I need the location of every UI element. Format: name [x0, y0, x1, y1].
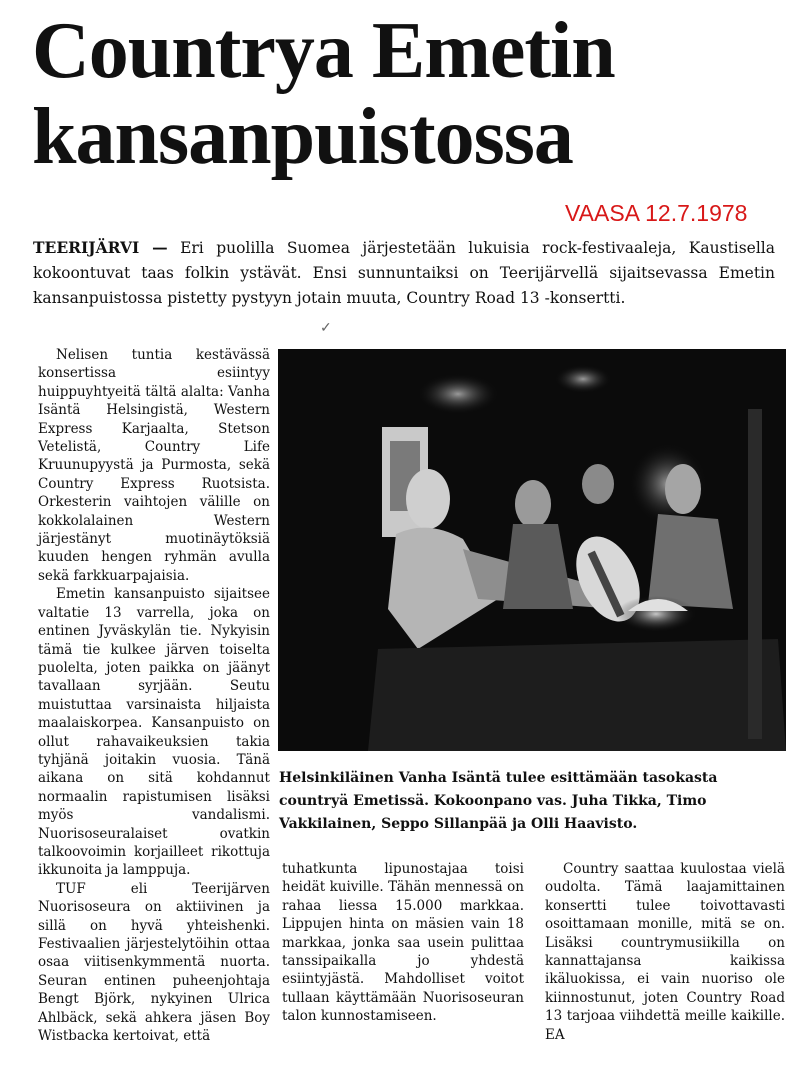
body-paragraph: Emetin kansanpuisto sijaitsee valtatie 13 varrella, joka on entinen Jyväskylän tie. Nykyisin tämä tie kulkee järven toiselta puolelta, joten paikka on jäänyt tavallaan syrjään. Seutu muistuttaa varsinaista hiljaista maalaiskorpea. Kansanpuisto on ollut rahavaikeuksien takia tyhjänä joitakin vuosia. Tänä aikana on sitä kohdannut normaalin rapistumisen lisäksi myös vandalismi. Nuorisoseuralaiset ovatkin talkoovoimin korjailleet rikottuja ikkunoita ja lamppuja. [38, 586, 270, 879]
body-column-right [545, 860, 785, 1044]
body-paragraph: tuhatkunta lipunostajaa toisi heidät kuiville. Tähän mennessä on rahaa liessa 15.000 markkaa. Lippujen hinta on mäsien vain 18 markkaa, jonka saa usein pulittaa tanssipaikalla jo yhdestä esiintyjästä. Mahdolliset voitot tullaan käyttämään Nuorisoseuran talon kunnostamiseen. [282, 861, 524, 1025]
photo-caption: Helsinkiläinen Vanha Isäntä tulee esittämään tasokasta countryä Emetissä. Kokoonpano vas. Juha Tikka, Timo Vakkilainen, Seppo Sillanpää ja Olli Haavisto. [279, 770, 718, 832]
lead-paragraph [33, 235, 775, 311]
lead-text: Eri puolilla Suomea järjestetään lukuisia rock-festivaaleja, Kaustisella kokoontuvat taas folkin ystävät. Ensi sunnuntaiksi on Teerijärvellä sijaitsevassa Emetin kansanpuistossa pistetty pystyyn jotain muuta, Country Road 13 -konsertti. [33, 239, 775, 307]
print-mark: ✓ [320, 320, 332, 336]
headline-line-2: kansanpuistossa [32, 93, 573, 181]
band-photo-image [278, 349, 786, 751]
body-paragraph: Nelisen tuntia kestävässä konsertissa esiintyy huippuyhtyeitä tältä alalta: Vanha Isäntä Helsingistä, Western Express Karjaalta, Stetson Vetelistä, Country Life Kruunupyystä ja Purmosta, sekä Country Express Ruotsista. Orkesterin vaihtojen välille on kokkolalainen Western järjestänyt muotinäytöksiä kuuden hengen ryhmän avulla sekä farkkuarpajaisia. [38, 347, 270, 584]
source-date-stamp: VAASA 12.7.1978 [565, 200, 748, 226]
body-column-middle [282, 860, 524, 1026]
headline [32, 8, 672, 180]
headline-line-1: Countrya Emetin [32, 7, 615, 95]
body-paragraph: Country saattaa kuulostaa vielä oudolta. Tämä laajamittainen konsertti tulee toivottavasti osoittamaan monille, mitä se on. Lisäksi countrymusiikilla on kannattajansa kaikissa ikäluokissa, ei vain nuoriso ole kiinnostunut, joten Country Road 13 tarjoaa viihdettä meille kaikille. EA [545, 861, 785, 1043]
band-photo [278, 349, 786, 751]
body-paragraph: TUF eli Teerijärven Nuorisoseura on aktiivinen ja sillä on hyvä yhteishenki. Festivaalien järjestelytöihin ottaa osaa viitisenkymmentä nuorta. Seuran entinen puheenjohtaja Bengt Björk, nykyinen Ulrica Ahlbäck, sekä ahkera jäsen Boy Wistbacka kertoivat, että [38, 880, 270, 1045]
dateline: TEERIJÄRVI — [33, 238, 168, 257]
body-column-left [38, 346, 270, 1045]
